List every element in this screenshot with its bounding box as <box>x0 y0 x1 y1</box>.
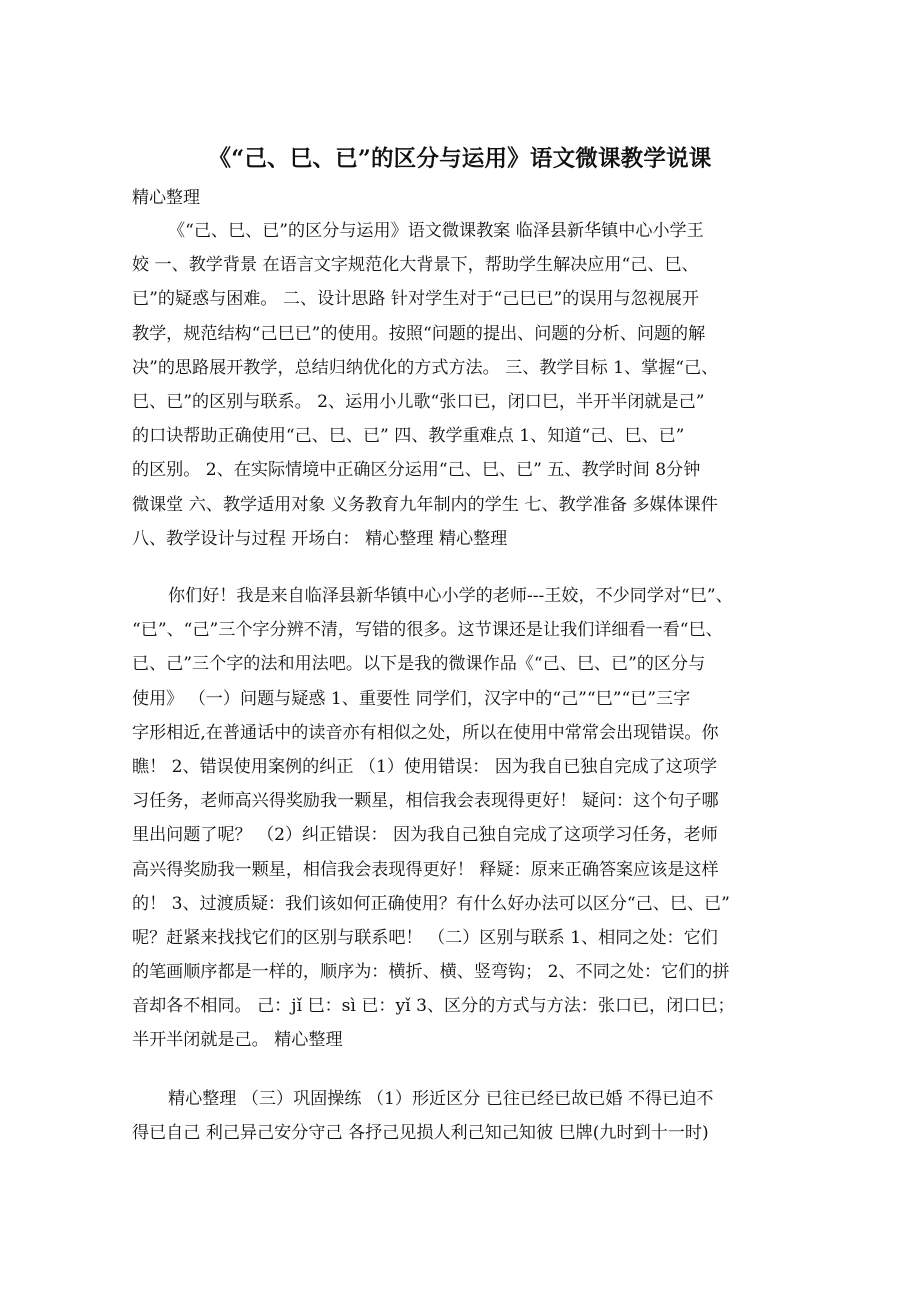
text-line: 瞧！ 2、错误使用案例的纠正 （1）使用错误： 因为我自已独自完成了这项学 <box>132 756 718 777</box>
text-line: 的！ 3、过渡质疑：我们该如何正确使用？有什么好办法可以区分“己、巳、已” <box>132 893 730 914</box>
text-line: 的口诀帮助正确使用“己、巳、已” 四、教学重难点 1、知道“己、巳、已” <box>132 426 685 447</box>
text-line: 八、教学设计与过程 开场白： 精心整理 精心整理 <box>132 528 508 549</box>
text-line: 呢？赶紧来找找它们的区别与联系吧！ （二）区别与联系 1、相同之处：它们 <box>132 927 718 948</box>
text-line: 里出问题了呢？ （2）纠正错误： 因为我自己独自完成了这项学习任务，老师 <box>132 825 718 846</box>
text-line: 微课堂 六、教学适用对象 义务教育九年制内的学生 七、教学准备 多媒体课件 <box>132 494 718 515</box>
paragraph-3 <box>132 1082 784 1150</box>
text-line: 字形相近,在普通话中的读音亦有相似之处，所以在使用中常常会出现错误。你 <box>132 722 719 743</box>
text-line: 已、己”三个字的法和用法吧。以下是我的微课作品《“己、巳、已”的区分与 <box>132 654 706 675</box>
document-subtitle: 精心整理 <box>132 188 200 208</box>
document-title: 《“己、巳、已”的区分与运用》语文微课教学说课 <box>208 146 712 172</box>
text-line: 半开半闭就是己。 精心整理 <box>132 1030 343 1051</box>
text-line: 已”的疑惑与困难。 二、设计思路 针对学生对于“己巳已”的误用与忽视展开 <box>132 289 699 310</box>
paragraph-2 <box>132 579 784 1058</box>
text-line: 姣 一、教学背景 在语言文字规范化大背景下，帮助学生解决应用“己、巳、 <box>132 255 699 276</box>
text-line: 决”的思路展开教学，总结归纳优化的方式方法。 三、教学目标 1、掌握“己、 <box>132 357 719 378</box>
text-line: 《“己、巳、已”的区分与运用》语文微课教案 临泽县新华镇中心小学王 <box>168 221 704 241</box>
text-line: 精心整理 （三）巩固操练 （1）形近区分 已往已经已故已婚 不得已迫不 <box>168 1089 714 1109</box>
paragraph-1 <box>132 214 784 556</box>
text-line: 的区别。 2、在实际情境中正确区分运用“己、巳、已” 五、教学时间 8分钟 <box>132 460 701 481</box>
text-line: 使用》 （一）问题与疑惑 1、重要性 同学们，汉字中的“己”“巳”“已”三字 <box>132 688 691 709</box>
text-line: 巳、已”的区别与联系。 2、运用小儿歌“张口已，闭口巳，半开半闭就是己” <box>132 391 705 412</box>
text-line: 的笔画顺序都是一样的，顺序为：横折、横、竖弯钩； 2、不同之处：它们的拼 <box>132 962 730 983</box>
text-line: 音却各不相同。 己：jǐ 巳：sì 已：yǐ 3、区分的方式与方法：张口已，闭口巳； <box>132 996 735 1017</box>
text-line: 你们好！我是来自临泽县新华镇中心小学的老师---王姣，不少同学对“巳”、 <box>168 586 733 606</box>
text-line: “已”、“己”三个字分辨不清，写错的很多。这节课还是让我们详细看一看“巳、 <box>132 620 723 641</box>
text-line: 习任务，老师高兴得奖励我一颗星，相信我会表现得更好！ 疑问：这个句子哪 <box>132 791 719 812</box>
text-line: 高兴得奖励我一颗星，相信我会表现得更好！ 释疑：原来正确答案应该是这样 <box>132 859 719 880</box>
text-line: 教学，规范结构“己巳已”的使用。按照“问题的提出、问题的分析、问题的解 <box>132 323 706 344</box>
text-line: 得已自己 利己异己安分守己 各抒己见损人利己知己知彼 巳牌(九时到十一时) <box>132 1123 709 1144</box>
